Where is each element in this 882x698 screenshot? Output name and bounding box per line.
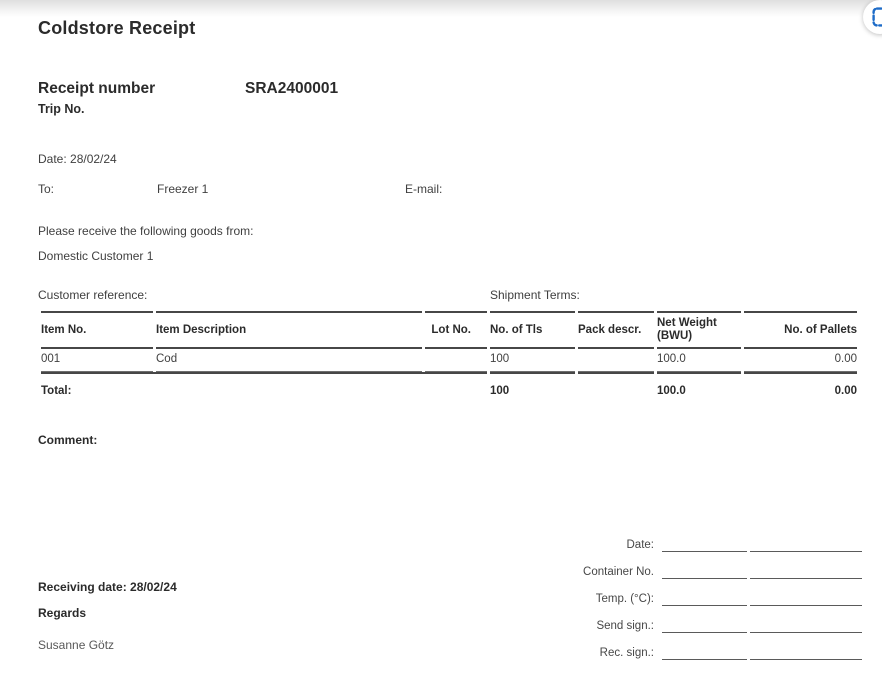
from-customer-name: Domestic Customer 1 <box>38 249 154 263</box>
col-header-lot-no: Lot No. <box>425 311 487 349</box>
items-table <box>38 311 860 403</box>
signature-row-date <box>436 525 862 552</box>
signature-line <box>750 620 862 633</box>
col-header-item-no: Item No. <box>41 311 153 349</box>
receiving-date: Receiving date: 28/02/24 <box>38 580 177 594</box>
total-net-weight: 100.0 <box>657 372 741 403</box>
receipt-number-label: Receipt number <box>38 80 156 97</box>
shipment-terms-label: Shipment Terms: <box>490 288 580 302</box>
col-header-pack-descr: Pack descr. <box>578 311 654 349</box>
signature-row-send-sign <box>436 606 862 633</box>
receipt-number-value: SRA2400001 <box>245 80 339 97</box>
floating-action-button[interactable] <box>863 0 882 34</box>
signature-line <box>750 566 862 579</box>
items-table-header-row <box>41 311 857 349</box>
cell-no-of-tls: 100 <box>490 349 575 372</box>
comment-label: Comment: <box>38 433 98 447</box>
col-header-item-description: Item Description <box>156 311 422 349</box>
signature-line <box>750 647 862 660</box>
cell-item-no: 001 <box>41 349 153 372</box>
customer-reference-label: Customer reference: <box>38 288 148 302</box>
signature-send-sign-label: Send sign.: <box>596 620 654 632</box>
to-value: Freezer 1 <box>157 182 209 196</box>
signature-date-label: Date: <box>626 539 654 551</box>
signature-line <box>662 539 747 552</box>
to-label: To: <box>38 182 55 196</box>
signature-row-temp <box>436 579 862 606</box>
total-row <box>41 372 857 403</box>
document-date: Date: 28/02/24 <box>38 152 117 166</box>
signature-container-no-label: Container No. <box>583 566 654 578</box>
signature-line <box>662 647 747 660</box>
dashed-frame-icon <box>872 7 882 27</box>
col-header-no-of-tls: No. of Tls <box>490 311 575 349</box>
cell-lot-no <box>425 349 487 372</box>
signature-row-rec-sign <box>436 633 862 660</box>
signature-temp-label: Temp. (°C): <box>595 593 654 605</box>
signature-line <box>662 593 747 606</box>
signature-rec-sign-label: Rec. sign.: <box>599 647 654 659</box>
signature-line <box>662 620 747 633</box>
signature-line <box>662 566 747 579</box>
signed-by-name: Susanne Götz <box>38 638 115 652</box>
signature-line <box>750 593 862 606</box>
total-label: Total: <box>41 372 487 403</box>
col-header-no-of-pallets: No. of Pallets <box>744 311 857 349</box>
signature-block <box>436 525 862 660</box>
total-pack-descr <box>578 372 654 403</box>
signature-line <box>750 539 862 552</box>
col-header-net-weight: Net Weight (BWU) <box>657 311 741 349</box>
signature-row-container-no <box>436 552 862 579</box>
total-no-of-pallets: 0.00 <box>744 372 857 403</box>
cell-no-of-pallets: 0.00 <box>744 349 857 372</box>
cell-item-description: Cod <box>156 349 422 372</box>
total-no-of-tls: 100 <box>490 372 575 403</box>
table-row <box>41 349 857 372</box>
toolbar-shadow <box>0 0 882 17</box>
regards-label: Regards <box>38 606 87 620</box>
intro-line: Please receive the following goods from: <box>38 224 254 238</box>
trip-no-label: Trip No. <box>38 102 85 116</box>
page-title: Coldstore Receipt <box>38 18 196 38</box>
cell-net-weight: 100.0 <box>657 349 741 372</box>
email-label: E-mail: <box>405 182 443 196</box>
cell-pack-descr <box>578 349 654 372</box>
